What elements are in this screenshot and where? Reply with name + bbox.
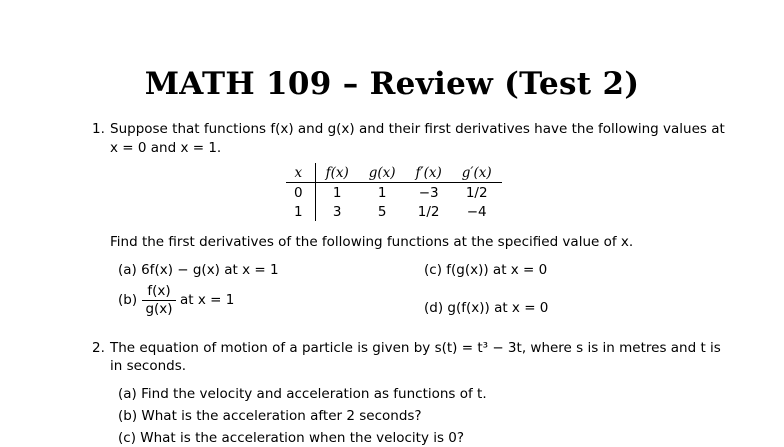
table-cell: 5: [377, 203, 387, 220]
part-1a: (a) 6f(x) − g(x) at x = 1: [118, 262, 279, 278]
part-2a: (a) Find the velocity and acceleration as functions of t.: [118, 386, 487, 402]
table-row: [286, 183, 502, 203]
document-title: MATH 109 – Review (Test 2): [144, 66, 640, 102]
table-cell: 1: [332, 184, 342, 201]
table-cell: −3: [418, 184, 439, 201]
part-2b: (b) What is the acceleration after 2 seconds?: [118, 408, 422, 424]
fraction-denominator: g(x): [145, 301, 173, 317]
table-header-fprime: f′(x): [406, 163, 452, 183]
question-2-text-line2: in seconds.: [110, 358, 187, 374]
table-cell: 0: [286, 183, 315, 203]
table-cell: 3: [332, 203, 342, 220]
part-1b-label: (b): [118, 292, 138, 308]
fraction-numerator: f(x): [147, 283, 171, 299]
part-1b-fraction: [142, 283, 176, 317]
question-2-number: 2.: [92, 340, 105, 356]
question-1-number: 1.: [92, 121, 105, 137]
table-header-g: g(x): [359, 163, 406, 183]
question-1-text-line2: x = 0 and x = 1.: [110, 140, 222, 156]
table-header-f: f(x): [315, 163, 359, 183]
table-header-gprime: g′(x): [452, 163, 502, 183]
question-1-instruction: Find the first derivatives of the following functions at the specified value of x.: [110, 234, 634, 250]
table-cell: 1/2: [465, 184, 488, 201]
question-1-text-line1: Suppose that functions f(x) and g(x) and their first derivatives have the following values at: [110, 121, 725, 137]
table-header-x: x: [286, 163, 315, 183]
values-table: [286, 163, 502, 221]
question-2-text-line1: The equation of motion of a particle is given by s(t) = t³ − 3t, where s is in metres and t is: [110, 340, 721, 356]
table-cell: 1: [286, 202, 315, 221]
table-cell: 1/2: [417, 203, 440, 220]
part-1b-tail: at x = 1: [180, 292, 235, 308]
part-1d: (d) g(f(x)) at x = 0: [424, 300, 549, 316]
table-cell: −4: [466, 203, 487, 220]
part-2c: (c) What is the acceleration when the velocity is 0?: [118, 430, 465, 446]
table-cell: 1: [377, 184, 387, 201]
values-table-header-row: [286, 163, 502, 183]
part-1c: (c) f(g(x)) at x = 0: [424, 262, 548, 278]
table-row: [286, 202, 502, 221]
